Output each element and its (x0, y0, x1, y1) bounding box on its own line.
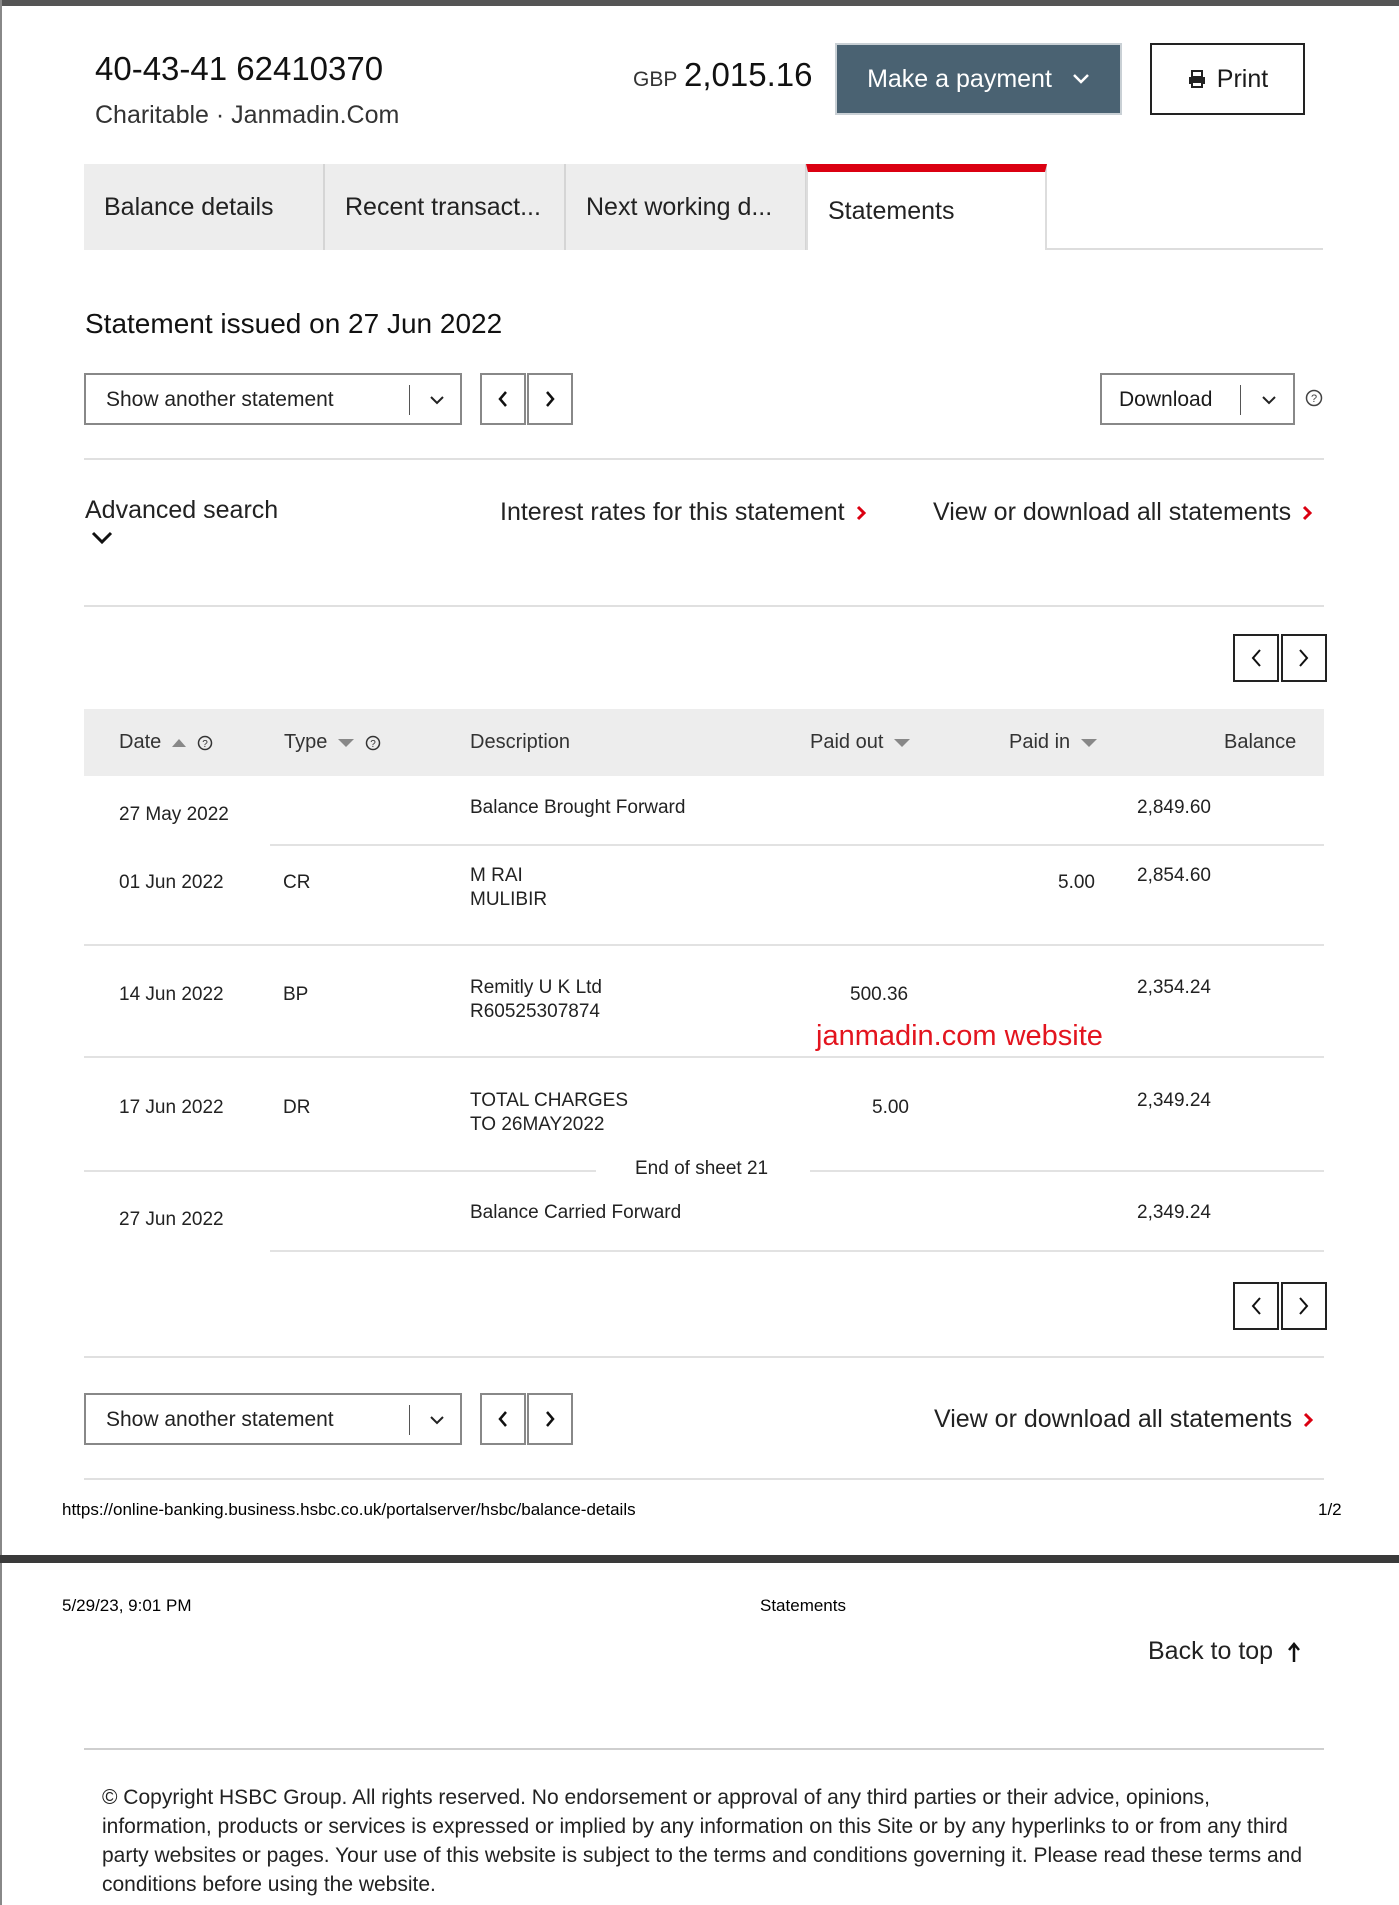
select-label: Show another statement (106, 388, 334, 411)
advanced-search-toggle[interactable]: Advanced search (85, 496, 279, 524)
show-another-statement-select[interactable] (84, 1393, 462, 1445)
chevron-down-icon (428, 388, 446, 412)
select-label: Show another statement (106, 1408, 334, 1431)
help-icon[interactable] (197, 735, 213, 751)
column-balance (1224, 731, 1296, 754)
print-header-datetime: 5/29/23, 9:01 PM (62, 1596, 192, 1615)
view-all-statements-link[interactable] (933, 498, 1313, 527)
divider (84, 458, 1324, 460)
select-separator (1240, 385, 1241, 415)
account-balance: 2,015.16 (684, 56, 813, 93)
account-name: Charitable · Janmadin.Com (95, 101, 400, 129)
row-description: Remitly U K Ltd (470, 977, 602, 998)
column-date[interactable] (119, 731, 213, 754)
divider (84, 1748, 1324, 1750)
tab-label: Balance details (104, 192, 274, 221)
left-border (0, 0, 2, 1905)
back-to-top-label: Back to top (1148, 1637, 1274, 1665)
end-of-sheet-label: End of sheet 21 (635, 1158, 769, 1179)
tab-label: Recent transact... (345, 192, 541, 221)
row-date: 17 Jun 2022 (119, 1097, 224, 1118)
copyright-notice: © Copyright HSBC Group. All rights reserved. No endorsement or approval of any third parties or their advice, opinions, information, products or services is expressed or implied by any information on this Site or by any hyperlinks to or from any third party websites or pages. Your use of this website is subject to the terms and conditions governing it. Please read these terms and conditions before using the website. (102, 1786, 1303, 1896)
divider (84, 1356, 1324, 1358)
svg-text:?: ? (1310, 393, 1318, 405)
row-type: BP (283, 984, 309, 1005)
row-type: DR (283, 1097, 311, 1118)
table-previous-page-button[interactable] (1233, 634, 1279, 682)
transactions-table-header (84, 709, 1324, 776)
arrow-up-icon (1287, 1641, 1301, 1663)
interest-rates-label: Interest rates for this statement (500, 498, 845, 526)
column-type[interactable] (284, 731, 381, 754)
tab-label: Statements (828, 196, 955, 225)
view-all-statements-label: View or download all statements (934, 1405, 1293, 1433)
row-description: TOTAL CHARGES (470, 1090, 629, 1111)
chevron-down-icon[interactable] (91, 530, 113, 546)
chevron-right-icon (1301, 503, 1313, 523)
column-paid-out[interactable] (810, 731, 911, 754)
view-all-statements-link[interactable] (934, 1405, 1314, 1434)
table-previous-page-button[interactable] (1233, 1282, 1279, 1330)
row-divider (84, 1056, 1324, 1058)
row-description-line2: MULIBIR (470, 889, 548, 910)
tab-label: Next working d... (586, 192, 773, 221)
end-of-sheet-line-left (84, 1170, 596, 1172)
chevron-left-icon (496, 1409, 510, 1429)
row-paid-out: 500.36 (850, 984, 909, 1005)
print-page-number: 1/2 (1318, 1500, 1342, 1519)
column-date-label: Date (119, 731, 162, 753)
chevron-right-icon (1297, 647, 1311, 669)
divider (84, 605, 1324, 607)
row-paid-in: 5.00 (1058, 872, 1095, 893)
previous-statement-button[interactable] (480, 1393, 526, 1445)
sort-ascending-icon (171, 738, 187, 748)
chevron-right-icon (543, 1409, 557, 1429)
statement-title: Statement issued on 27 Jun 2022 (85, 308, 503, 339)
print-button[interactable] (1150, 43, 1305, 115)
table-next-page-button[interactable] (1281, 634, 1327, 682)
row-description: Balance Brought Forward (470, 797, 686, 818)
row-description-line2: TO 26MAY2022 (470, 1114, 605, 1135)
tab-underline (1046, 248, 1323, 250)
chevron-down-icon (1072, 73, 1090, 85)
help-icon[interactable] (1305, 389, 1323, 407)
row-balance: 2,849.60 (1137, 797, 1211, 818)
tab-recent-transactions[interactable] (325, 164, 566, 250)
column-paid-out-label: Paid out (810, 731, 884, 753)
row-type: CR (283, 872, 311, 893)
svg-text:?: ? (202, 738, 209, 750)
sort-descending-icon (893, 738, 911, 748)
row-balance: 2,354.24 (1137, 977, 1211, 998)
next-statement-button[interactable] (527, 373, 573, 425)
make-payment-button[interactable] (835, 43, 1122, 115)
column-description (470, 731, 570, 754)
row-date: 27 Jun 2022 (119, 1209, 224, 1230)
show-another-statement-select[interactable] (84, 373, 462, 425)
row-paid-out: 5.00 (872, 1097, 909, 1118)
print-label: Print (1216, 64, 1269, 93)
print-header-title: Statements (760, 1596, 846, 1615)
printer-icon (1187, 69, 1207, 89)
chevron-left-icon (1249, 1295, 1263, 1317)
row-balance: 2,349.24 (1137, 1202, 1211, 1223)
chevron-right-icon (855, 503, 867, 523)
tab-statements[interactable] (806, 164, 1047, 250)
column-balance-label: Balance (1224, 731, 1297, 753)
view-all-statements-label: View or download all statements (933, 498, 1292, 526)
tab-balance-details[interactable] (84, 164, 325, 250)
chevron-left-icon (496, 389, 510, 409)
sort-descending-icon (1080, 738, 1098, 748)
watermark-text: janmadin.com website (816, 1020, 1103, 1052)
tab-next-working-day[interactable] (566, 164, 807, 250)
chevron-right-icon (1302, 1410, 1314, 1430)
download-select[interactable] (1100, 373, 1295, 425)
column-description-label: Description (470, 731, 571, 753)
sort-descending-icon (337, 738, 355, 748)
chevron-right-icon (543, 389, 557, 409)
chevron-down-icon (428, 1408, 446, 1432)
page-break (0, 1555, 1399, 1563)
make-payment-label: Make a payment (867, 64, 1052, 93)
back-to-top-link[interactable] (1148, 1637, 1301, 1666)
row-description: Balance Carried Forward (470, 1202, 682, 1223)
top-border (0, 0, 1399, 6)
account-number: 40-43-41 62410370 (95, 50, 384, 87)
row-date: 27 May 2022 (119, 804, 229, 825)
previous-statement-button[interactable] (480, 373, 526, 425)
next-statement-button[interactable] (527, 1393, 573, 1445)
row-balance: 2,854.60 (1137, 865, 1211, 886)
column-type-label: Type (284, 731, 328, 753)
table-next-page-button[interactable] (1281, 1282, 1327, 1330)
row-description: M RAI (470, 865, 523, 886)
balance-currency: GBP (633, 68, 678, 91)
select-separator (409, 1405, 410, 1435)
svg-text:?: ? (370, 738, 377, 750)
row-date: 01 Jun 2022 (119, 872, 224, 893)
column-paid-in-label: Paid in (1009, 731, 1071, 753)
chevron-right-icon (1297, 1295, 1311, 1317)
row-divider (270, 1250, 1324, 1252)
row-divider (84, 944, 1324, 946)
row-balance: 2,349.24 (1137, 1090, 1211, 1111)
chevron-down-icon (1260, 388, 1278, 412)
row-description-line2: R60525307874 (470, 1001, 600, 1022)
row-divider (270, 844, 1324, 846)
divider (84, 1478, 1324, 1480)
chevron-left-icon (1249, 647, 1263, 669)
end-of-sheet-line-right (810, 1170, 1324, 1172)
interest-rates-link[interactable] (500, 498, 867, 527)
row-date: 14 Jun 2022 (119, 984, 224, 1005)
help-icon[interactable] (365, 735, 381, 751)
print-footer-url: https://online-banking.business.hsbc.co.uk/portalserver/hsbc/balance-details (62, 1500, 636, 1519)
download-label: Download (1119, 388, 1213, 411)
column-paid-in[interactable] (1009, 731, 1098, 754)
select-separator (409, 385, 410, 415)
